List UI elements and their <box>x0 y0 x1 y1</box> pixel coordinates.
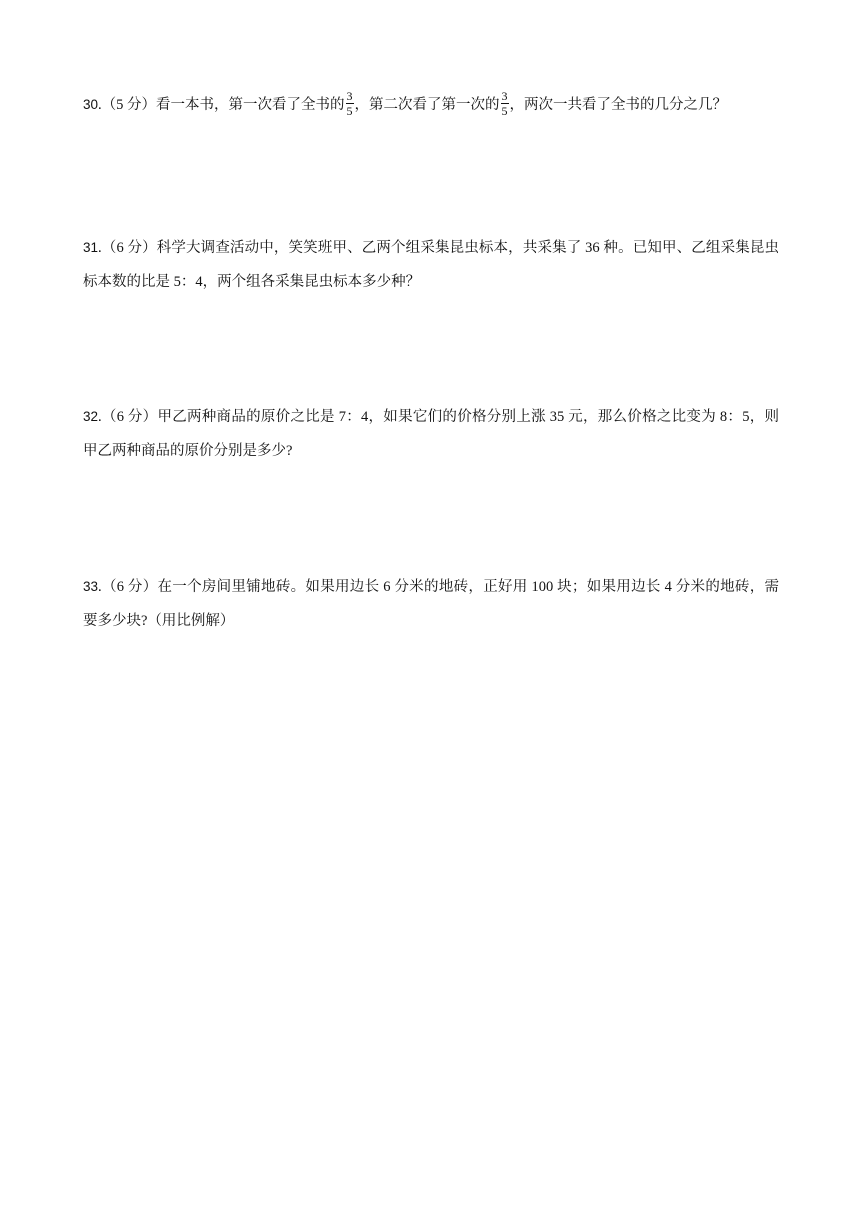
question-text-part: ，两次一共看了全书的几分之几？ <box>509 97 728 113</box>
question-dot: . <box>98 579 102 595</box>
fraction-numerator: 3 <box>346 89 353 104</box>
fraction-numerator: 3 <box>501 89 508 104</box>
question-points: （6 分） <box>101 409 158 425</box>
question-dot: . <box>98 97 102 113</box>
question-dot: . <box>98 240 102 256</box>
question-dot: . <box>98 409 102 425</box>
fraction-denominator: 5 <box>501 104 508 119</box>
question-number: 30 <box>83 97 99 112</box>
fraction-denominator: 5 <box>346 104 353 119</box>
question-points: （6 分） <box>101 240 157 256</box>
question-text-part: ，第二次看了第一次的 <box>354 97 500 113</box>
question-33 <box>83 570 779 638</box>
question-number: 33 <box>83 579 99 594</box>
fraction-three-fifths <box>501 90 509 117</box>
question-text: 甲乙两种商品的原价之比是 7：4，如果它们的价格分别上涨 35 元，那么价格之比变为 8：5，则甲乙两种商品的原价分别是多少? <box>83 409 780 459</box>
question-number: 31 <box>83 240 99 255</box>
question-text-part: 看一本书，第一次看了全书的 <box>156 97 345 113</box>
question-text: 科学大调查活动中，笑笑班甲、乙两个组采集昆虫标本，共采集了 36 种。已知甲、乙组采集昆虫标本数的比是 5：4，两个组各采集昆虫标本多少种？ <box>83 240 780 290</box>
question-30 <box>83 88 779 122</box>
question-31 <box>83 231 779 299</box>
question-32 <box>83 400 779 468</box>
fraction-three-fifths <box>346 90 354 117</box>
question-number: 32 <box>83 409 99 424</box>
question-points: （6 分） <box>101 579 158 595</box>
question-text: 在一个房间里铺地砖。如果用边长 6 分米的地砖，正好用 100 块；如果用边长 4 分米的地砖，需要多少块?（用比例解） <box>83 579 780 629</box>
question-points: （5 分） <box>101 97 157 113</box>
